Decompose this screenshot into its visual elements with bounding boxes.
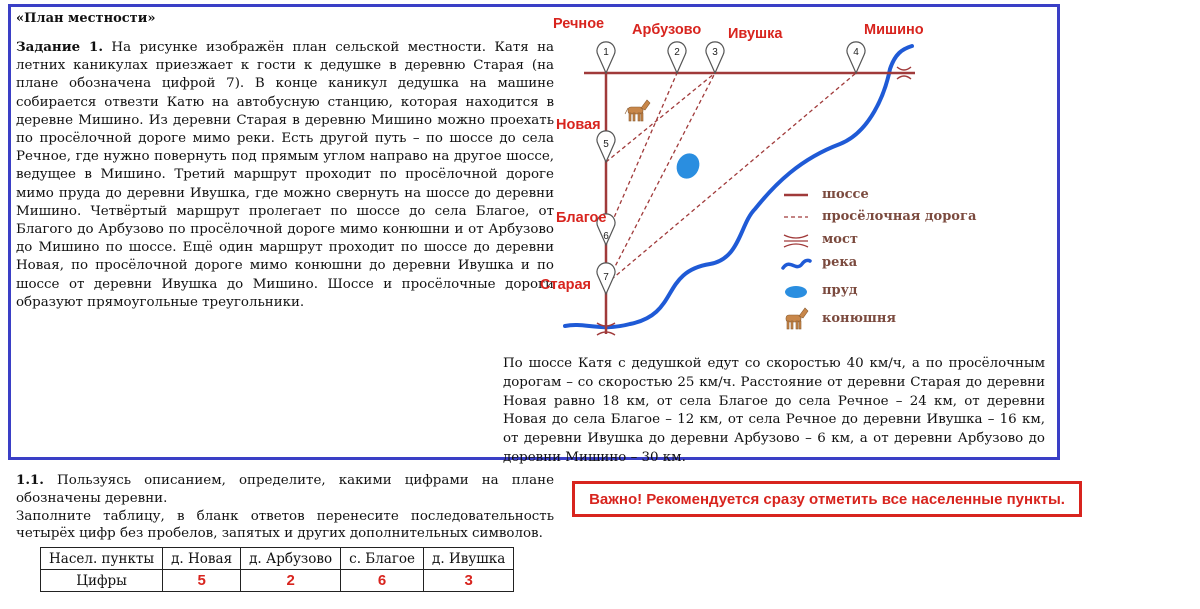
label-novaya: Новая <box>556 117 601 133</box>
task-body: На рисунке изображён план сельской местности. Катя на летних каникулах приезжает к гости к дедушке в деревню Старая (на плане обозначена цифрой 7). В конце каникул дедушка на машине собирается отвезти Катю на автобусную станцию, которая находится в деревне Мишино. Из деревни Старая в деревню Мишино можно проехать по просёлочной дороге мимо реки. Есть другой путь – по шоссе до села Речное, где нужно повернуть под прямым углом направо на другое шоссе, ведущее в Мишино. Третий маршрут проходит по просёлочной дороге мимо пруда до деревни Ивушка, где можно свернуть на шоссе до деревни Мишино. Четвёртый маршрут пролегает по шоссе до села Благое, от Благого до Арбузово по просёлочной дороге мимо конюшни и от Арбузово до Мишино по шоссе. Ещё один маршрут проходит по шоссе до деревни Новая, по просёлочной дороге мимо конюшни до деревни Ивушка и по шоссе от деревни Ивушка до Мишино. Шоссе и просёлочные дороги образуют прямоугольные треугольники. <box>16 40 554 310</box>
legend-bridge-icon <box>784 235 808 247</box>
map-marker-2 <box>668 42 686 73</box>
legend-pond-icon <box>785 286 807 298</box>
speeds-distances-text: По шоссе Катя с дедушкой едут со скоростью 40 км/ч, а по просёлочным дорогам – со скоростью 25 км/ч. Расстояние от деревни Старая до деревни Новая равно 18 км, от села Благое до села Речное – 24 км, от деревни Новая до села Благое – 12 км, от села Речное до деревни Ивушка – 16 км, от деревни Ивушка до деревни Арбузово – 6 км, а от деревни Арбузово до деревни Мишино – 30 км. <box>503 356 1045 465</box>
marker-number: 1 <box>603 47 609 58</box>
legend-river-icon <box>783 260 810 268</box>
header-cell: д. Арбузово <box>241 548 341 570</box>
digit-cell-arbuzovo[interactable]: 2 <box>241 570 341 592</box>
map-marker-7 <box>597 263 615 294</box>
digit-cell-novaya[interactable]: 5 <box>163 570 241 592</box>
header-cell: д. Новая <box>163 548 241 570</box>
map-marker-3 <box>706 42 724 73</box>
map-marker-1 <box>597 42 615 73</box>
map-marker-4 <box>847 42 865 73</box>
dirt-road-blagoe-arbuzovo <box>606 73 677 236</box>
answer-table <box>40 547 514 592</box>
task-description <box>16 38 554 312</box>
digit-cell-ivushka[interactable]: 3 <box>424 570 514 592</box>
marker-number: 5 <box>603 139 609 150</box>
legend-dirt-road-label: просёлочная дорога <box>822 209 977 224</box>
header-cell: д. Ивушка <box>424 548 514 570</box>
table-header-row <box>41 548 514 570</box>
stable-icon <box>625 100 650 121</box>
question-instruction: Заполните таблицу, в бланк ответов перенесите последовательность четырёх цифр без пробелов, запятых и других дополнительных символов. <box>16 508 554 542</box>
pond <box>673 150 704 183</box>
label-rechnoe: Речное <box>553 16 605 32</box>
area-map <box>540 14 1000 344</box>
header-cell: с. Благое <box>341 548 424 570</box>
question-body: Пользуясь описанием, определите, какими цифрами на плане обозначены деревни. <box>16 473 554 506</box>
label-staraya: Старая <box>540 277 592 293</box>
question-text <box>16 472 554 508</box>
dirt-road-novaya-ivushka <box>606 73 715 162</box>
row-label-cell: Цифры <box>41 570 163 592</box>
digit-cell-blagoe[interactable]: 6 <box>341 570 424 592</box>
warning-box: Важно! Рекомендуется сразу отметить все населенные пункты. <box>572 481 1082 517</box>
legend-river-label: река <box>822 255 858 270</box>
marker-number: 6 <box>603 231 609 242</box>
question-label: 1.1. <box>16 472 44 488</box>
label-mishino: Мишино <box>864 22 924 38</box>
legend-bridge-label: мост <box>822 232 858 247</box>
question-block <box>16 472 554 543</box>
legend-pond-label: пруд <box>822 283 858 298</box>
marker-number: 4 <box>853 47 859 58</box>
table-digits-row <box>41 570 514 592</box>
legend-highway-label: шоссе <box>822 187 869 202</box>
page-title: «План местности» <box>16 11 156 26</box>
label-blagoe: Благое <box>556 210 607 226</box>
legend-stable-icon <box>786 308 808 329</box>
legend-stable-label: конюшня <box>822 311 896 326</box>
label-ivushka: Ивушка <box>728 26 783 42</box>
marker-number: 2 <box>674 47 680 58</box>
label-arbuzovo: Арбузово <box>632 22 702 38</box>
dirt-road-staraya-ivushka <box>606 73 715 284</box>
header-cell: Насел. пункты <box>41 548 163 570</box>
marker-number: 7 <box>603 272 609 283</box>
marker-number: 3 <box>712 47 718 58</box>
task-label: Задание 1. <box>16 39 103 55</box>
